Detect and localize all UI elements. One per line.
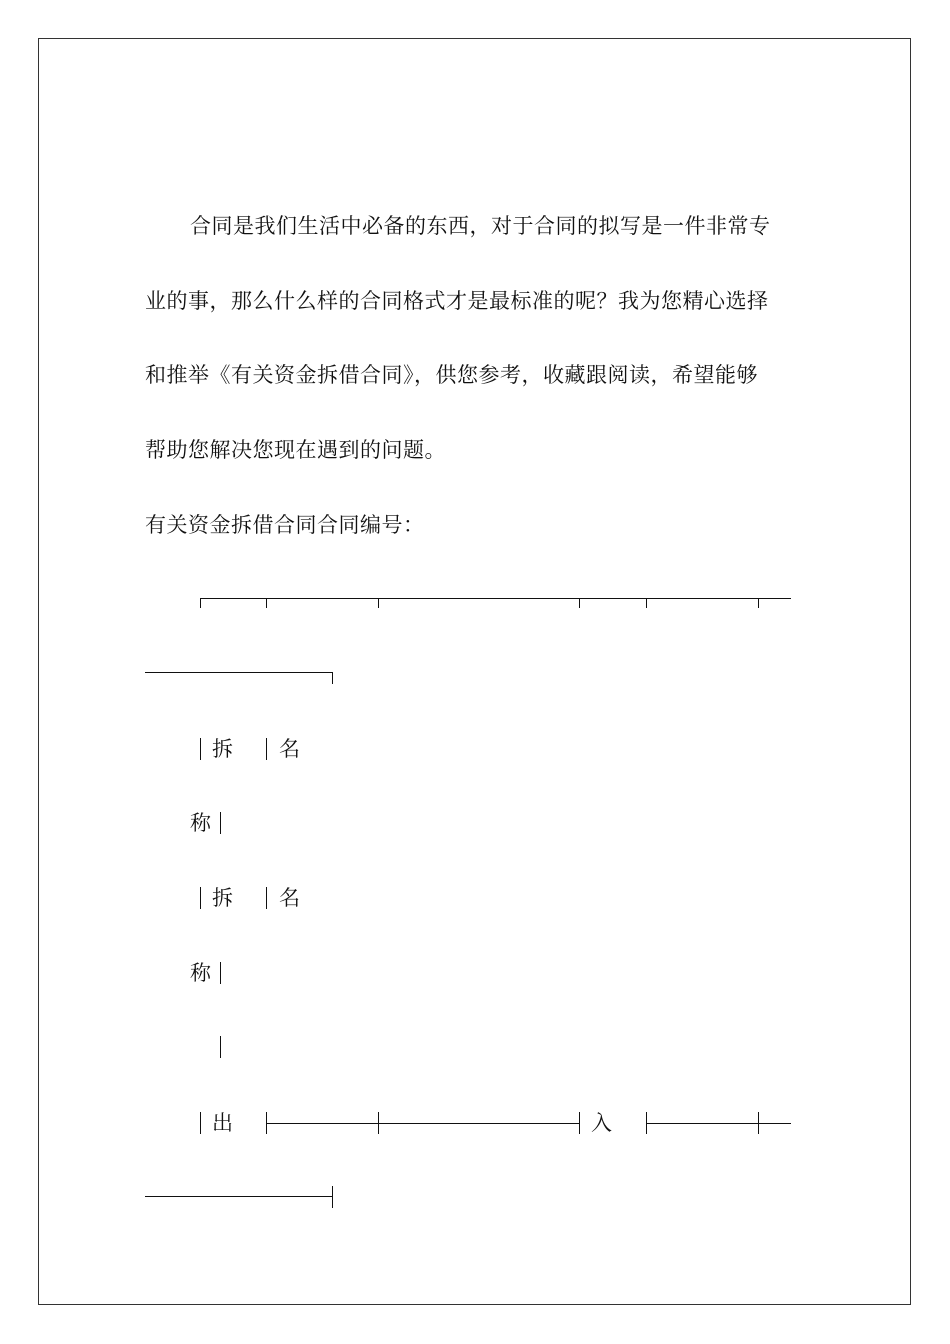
table-cell-border bbox=[200, 738, 201, 760]
table-cell-border bbox=[378, 1112, 379, 1134]
table-cell-border bbox=[579, 1112, 580, 1134]
table-cell-border bbox=[220, 962, 221, 984]
table-cell-text: 出 bbox=[212, 1111, 234, 1135]
table-cell-border bbox=[266, 887, 267, 909]
table-cell-text: 入 bbox=[591, 1111, 613, 1135]
intro-line-4: 帮助您解决您现在遇到的问题。 bbox=[145, 438, 446, 462]
intro-line-1: 合同是我们生活中必备的东西，对于合同的拟写是一件非常专 bbox=[190, 214, 771, 238]
table-tick bbox=[579, 598, 580, 608]
table-cell-border bbox=[332, 1186, 333, 1208]
table-cell-border bbox=[220, 812, 221, 834]
table-cell-border bbox=[200, 1112, 201, 1134]
table-cell-text: 拆 bbox=[212, 886, 234, 910]
table-cell-text: 名 bbox=[279, 886, 301, 910]
table-tick bbox=[266, 598, 267, 608]
table-tick bbox=[378, 598, 379, 608]
table-tick bbox=[200, 598, 201, 608]
table-tick bbox=[758, 598, 759, 608]
table-corner bbox=[332, 672, 333, 684]
table-top-border-continued bbox=[145, 672, 333, 673]
table-cell-text: 称 bbox=[190, 811, 212, 835]
table-row-divider bbox=[646, 1123, 791, 1124]
intro-line-3: 和推举《有关资金拆借合同》，供您参考，收藏跟阅读，希望能够 bbox=[145, 363, 758, 387]
table-cell-border bbox=[758, 1112, 759, 1134]
table-cell-border bbox=[266, 738, 267, 760]
contract-number-label: 有关资金拆借合同合同编号： bbox=[145, 513, 425, 537]
table-top-border bbox=[200, 598, 791, 599]
table-cell-border bbox=[220, 1036, 221, 1058]
table-cell-border bbox=[200, 887, 201, 909]
table-cell-text: 拆 bbox=[212, 737, 234, 761]
table-row-divider-continued bbox=[145, 1196, 333, 1197]
table-cell-text: 名 bbox=[279, 737, 301, 761]
table-tick bbox=[646, 598, 647, 608]
table-row-divider bbox=[266, 1123, 579, 1124]
table-cell-text: 称 bbox=[190, 961, 212, 985]
intro-line-2: 业的事，那么什么样的合同格式才是最标准的呢？我为您精心选择 bbox=[145, 289, 769, 313]
